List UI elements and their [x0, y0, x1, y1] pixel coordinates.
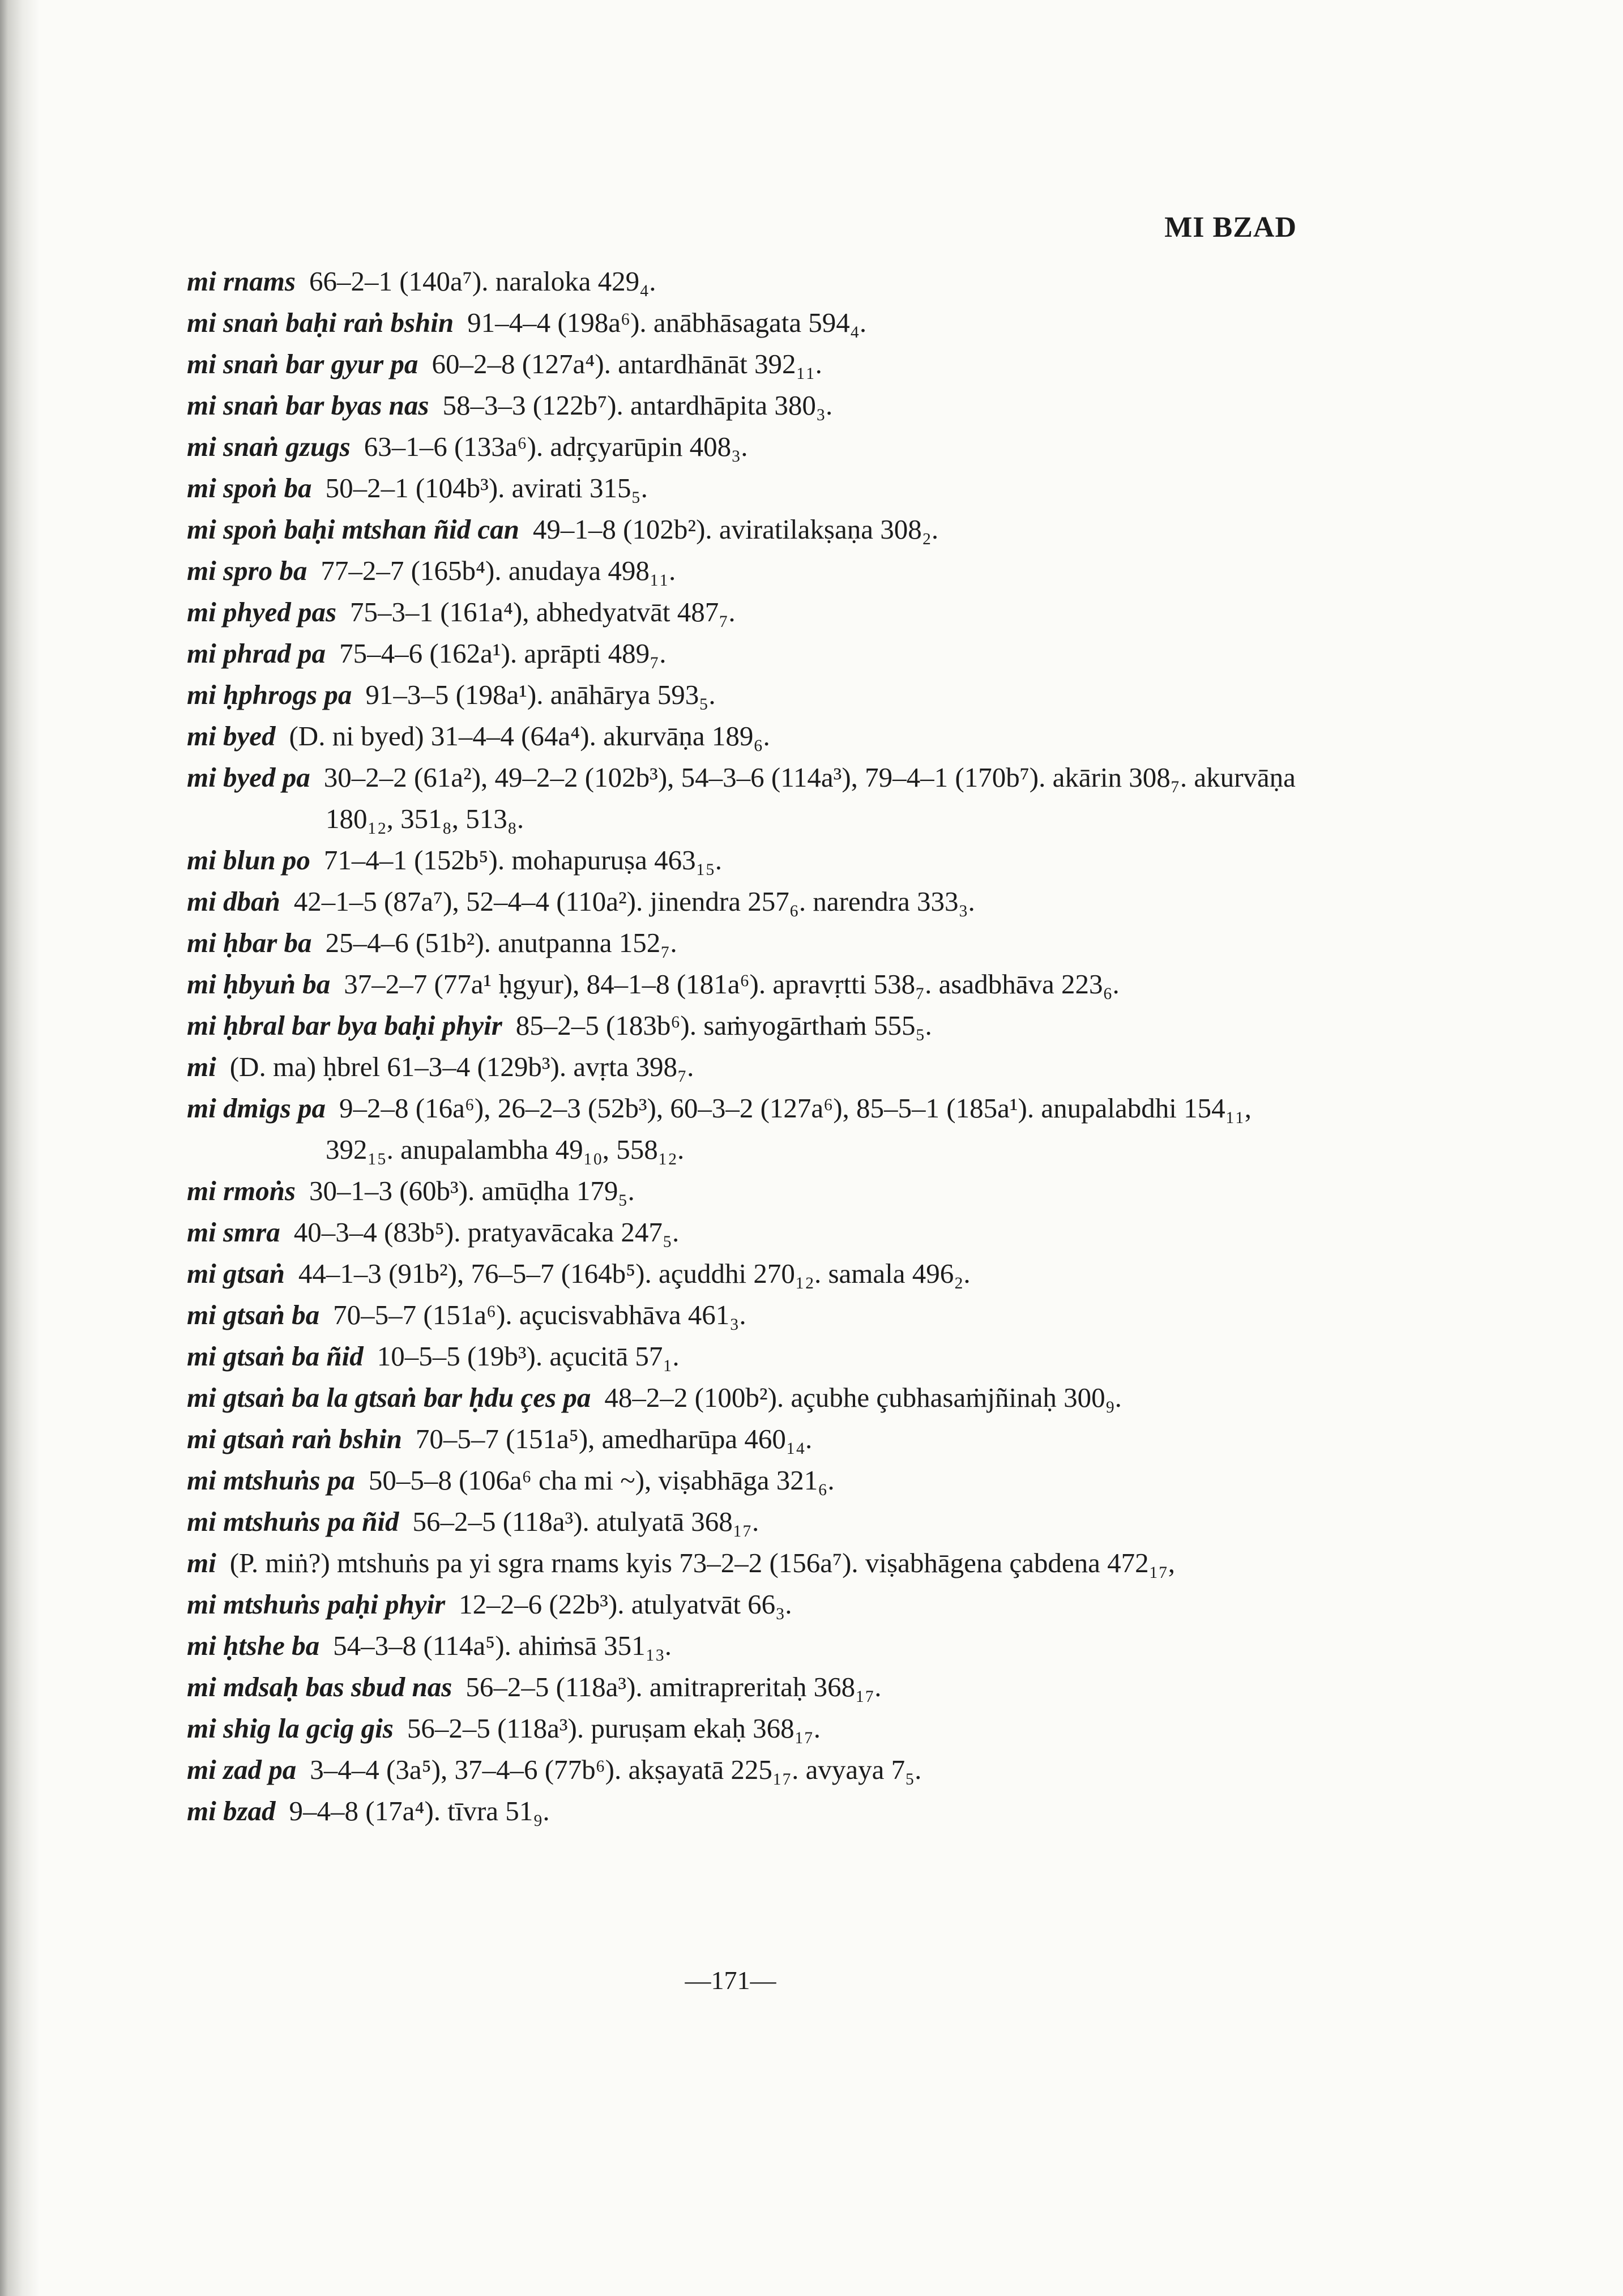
entry: [187, 1459, 1308, 1501]
entry-text: 49–1–8 (102b²). aviratilakṣaṇa 308₂.: [532, 514, 939, 545]
entry-headword: mi ḥphrogs pa: [187, 679, 352, 710]
entry: [187, 757, 1308, 839]
entry: [187, 1294, 1308, 1335]
entry-headword: mi mtshuṅs pa ñid: [187, 1506, 399, 1537]
running-head: MI BZAD: [1164, 211, 1297, 244]
entry-text: 48–2–2 (100b²). açubhe çubhasaṁjñinaḥ 300₉.: [604, 1382, 1122, 1413]
entry-text: 66–2–1 (140a⁷). naraloka 429₄.: [309, 266, 656, 297]
entry: [187, 1666, 1308, 1708]
entry-headword: mi ḥtshe ba: [187, 1630, 320, 1661]
entry-headword: mi bzad: [187, 1795, 276, 1826]
entry-headword: mi mtshuṅs pa: [187, 1465, 355, 1496]
entry-headword: mi gtsaṅ: [187, 1258, 285, 1289]
entry-text: 91–4–4 (198a⁶). anābhāsagata 594₄.: [467, 307, 867, 338]
entry: [187, 1584, 1308, 1625]
entry-text: 91–3–5 (198a¹). anāhārya 593₅.: [365, 679, 716, 710]
entry: [187, 1087, 1308, 1170]
entry: [187, 1377, 1308, 1418]
entry: [187, 509, 1308, 550]
entry-headword: mi smra: [187, 1217, 280, 1248]
dictionary-entries: [187, 261, 1308, 1832]
entry-headword: mi byed pa: [187, 762, 310, 793]
entry-headword: mi snaṅ gzugs: [187, 431, 351, 462]
entry-text: 60–2–8 (127a⁴). antardhānāt 392₁₁.: [432, 348, 822, 379]
entry: [187, 633, 1308, 674]
entry-text: 12–2–6 (22b³). atulyatvāt 66₃.: [459, 1589, 792, 1620]
entry: [187, 302, 1308, 343]
entry-headword: mi mdsaḥ bas sbud nas: [187, 1671, 452, 1702]
entry: [187, 1542, 1308, 1584]
entry-headword: mi ḥbral bar bya baḥi phyir: [187, 1010, 502, 1041]
entry: [187, 467, 1308, 509]
entry-headword: mi ḥbyuṅ ba: [187, 968, 331, 1000]
entry: [187, 963, 1308, 1005]
entry-text: 10–5–5 (19b³). açucitā 57₁.: [377, 1341, 680, 1372]
entry-text: (P. miṅ?) mtshuṅs pa yi sgra rnams kyis 73–2–2 (156a⁷). viṣabhāgena çabdena 472₁₇,: [229, 1547, 1176, 1578]
entry-headword: mi zad pa: [187, 1754, 297, 1785]
entry-headword: mi ḥbar ba: [187, 927, 312, 958]
entry-headword: mi mtshuṅs paḥi phyir: [187, 1589, 446, 1620]
entry: [187, 1501, 1308, 1542]
entry: [187, 922, 1308, 963]
entry: [187, 426, 1308, 467]
entry-text: 44–1–3 (91b²), 76–5–7 (164b⁵). açuddhi 270₁₂. samala 496₂.: [298, 1258, 971, 1289]
entry: [187, 715, 1308, 757]
entry: [187, 1790, 1308, 1832]
entry-text: 9–4–8 (17a⁴). tīvra 51₉.: [289, 1795, 550, 1826]
entry-headword: mi gtsaṅ ba: [187, 1299, 320, 1330]
entry-headword: mi rnams: [187, 266, 296, 297]
entry: [187, 550, 1308, 591]
entry-headword: mi gtsaṅ raṅ bshin: [187, 1423, 402, 1454]
entry-text: 56–2–5 (118a³). atulyatā 368₁₇.: [412, 1506, 759, 1537]
entry-headword: mi spro ba: [187, 555, 307, 586]
entry-headword: mi: [187, 1051, 216, 1082]
entry-headword: mi phyed pas: [187, 596, 337, 628]
entry-text: 50–5–8 (106a⁶ cha mi ~), viṣabhāga 321₆.: [368, 1465, 835, 1496]
entry-headword: mi snaṅ bar byas nas: [187, 390, 429, 421]
page-number: —171—: [685, 1966, 776, 1995]
entry-text: 75–3–1 (161a⁴), abhedyatvāt 487₇.: [350, 596, 736, 628]
entry-headword: mi snaṅ baḥi raṅ bshin: [187, 307, 454, 338]
entry: [187, 1625, 1308, 1666]
entry-headword: mi spoṅ baḥi mtshan ñid can: [187, 514, 519, 545]
entry: [187, 261, 1308, 302]
page-edge: [0, 0, 40, 2296]
entry-text: 3–4–4 (3a⁵), 37–4–6 (77b⁶). akṣayatā 225₁₇. avyaya 7₅.: [310, 1754, 922, 1785]
entry-text: 37–2–7 (77a¹ ḥgyur), 84–1–8 (181a⁶). apravṛtti 538₇. asadbhāva 223₆.: [344, 968, 1120, 1000]
entry: [187, 881, 1308, 922]
entry: [187, 1335, 1308, 1377]
entry-text: 30–1–3 (60b³). amūḍha 179₅.: [309, 1175, 635, 1206]
entry-headword: mi gtsaṅ ba ñid: [187, 1341, 364, 1372]
entry-text: 42–1–5 (87a⁷), 52–4–4 (110a²). jinendra 257₆. narendra 333₃.: [293, 886, 975, 917]
entry-text: 75–4–6 (162a¹). aprāpti 489₇.: [339, 638, 667, 669]
entry-headword: mi gtsaṅ ba la gtsaṅ bar ḥdu çes pa: [187, 1382, 591, 1413]
entry-text: (D. ni byed) 31–4–4 (64a⁴). akurvāṇa 189₆.: [289, 720, 770, 752]
entry: [187, 1046, 1308, 1087]
entry: [187, 1253, 1308, 1294]
entry: [187, 591, 1308, 633]
entry-text: 30–2–2 (61a²), 49–2–2 (102b³), 54–3–6 (114a³), 79–4–1 (170b⁷). akārin 308₇. akurvāṇa 180₁₂, 351₈, 513₈.: [323, 762, 1296, 834]
entry-headword: mi spoṅ ba: [187, 472, 312, 503]
entry-headword: mi phrad pa: [187, 638, 326, 669]
entry-text: 71–4–1 (152b⁵). mohapuruṣa 463₁₅.: [323, 844, 722, 876]
entry-headword: mi byed: [187, 720, 276, 752]
entry-text: 50–2–1 (104b³). avirati 315₅.: [325, 472, 648, 503]
entry: [187, 1708, 1308, 1749]
entry-headword: mi snaṅ bar gyur pa: [187, 348, 418, 379]
entry: [187, 385, 1308, 426]
entry-text: 58–3–3 (122b⁷). antardhāpita 380₃.: [442, 390, 833, 421]
entry-text: 54–3–8 (114a⁵). ahiṁsā 351₁₃.: [333, 1630, 672, 1661]
entry-text: 70–5–7 (151a⁶). açucisvabhāva 461₃.: [333, 1299, 746, 1330]
entry-headword: mi: [187, 1547, 216, 1578]
entry-text: 56–2–5 (118a³). puruṣam ekaḥ 368₁₇.: [407, 1713, 821, 1744]
entry-text: 85–2–5 (183b⁶). saṁyogārthaṁ 555₅.: [515, 1010, 932, 1041]
entry: [187, 1170, 1308, 1211]
entry-text: 25–4–6 (51b²). anutpanna 152₇.: [325, 927, 677, 958]
entry: [187, 1005, 1308, 1046]
entry-text: 56–2–5 (118a³). amitrapreritaḥ 368₁₇.: [465, 1671, 882, 1702]
entry-text: 77–2–7 (165b⁴). anudaya 498₁₁.: [321, 555, 676, 586]
entry: [187, 839, 1308, 881]
entry: [187, 1749, 1308, 1790]
entry-headword: mi blun po: [187, 844, 310, 876]
entry-headword: mi dbaṅ: [187, 886, 280, 917]
entry-text: (D. ma) ḥbrel 61–3–4 (129b³). avṛta 398₇.: [229, 1051, 694, 1082]
entry-text: 63–1–6 (133a⁶). adṛçyarūpin 408₃.: [364, 431, 748, 462]
entry-headword: mi shig la gcig gis: [187, 1713, 394, 1744]
entry: [187, 1211, 1308, 1253]
entry-headword: mi dmigs pa: [187, 1092, 326, 1124]
entry: [187, 1418, 1308, 1459]
entry-text: 70–5–7 (151a⁵), amedharūpa 460₁₄.: [415, 1423, 813, 1454]
entry: [187, 674, 1308, 715]
entry-text: 40–3–4 (83b⁵). pratyavācaka 247₅.: [293, 1217, 680, 1248]
entry-text: 9–2–8 (16a⁶), 26–2–3 (52b³), 60–3–2 (127a⁶), 85–5–1 (185a¹). anupalabdhi 154₁₁, 392₁₅. anupalambha 49₁₀, 558₁₂.: [326, 1092, 1252, 1165]
entry-headword: mi rmoṅs: [187, 1175, 296, 1206]
entry: [187, 343, 1308, 385]
